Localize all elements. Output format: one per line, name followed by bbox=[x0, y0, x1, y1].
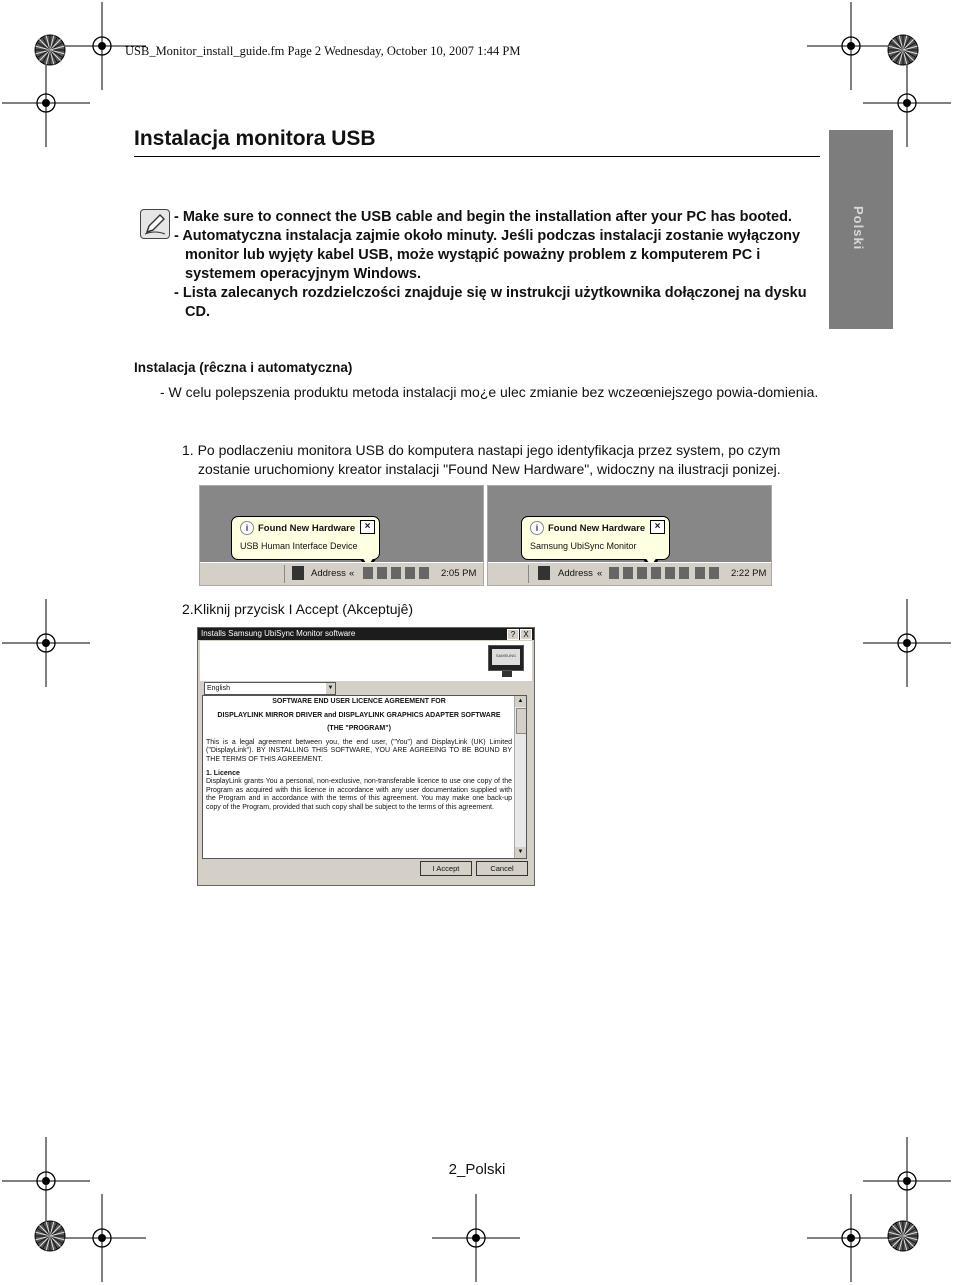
taskbar bbox=[488, 562, 771, 585]
page-number: 2_Polski bbox=[448, 1161, 506, 1178]
starburst-mark bbox=[888, 35, 918, 65]
notification-balloon bbox=[521, 516, 670, 560]
license-textbox[interactable] bbox=[202, 695, 527, 859]
installer-dialog bbox=[197, 627, 535, 886]
clock[interactable]: 2:05 PM bbox=[441, 568, 477, 579]
help-button[interactable]: ? bbox=[507, 629, 519, 640]
scroll-thumb[interactable] bbox=[516, 708, 527, 734]
dialog-title: Installs Samsung UbiSync Monitor software bbox=[198, 628, 534, 640]
notice-text: - W celu polepszenia produktu metoda instalacji mo¿e ulec zmianie bez wczeœniejszego powia-domienia. bbox=[160, 384, 819, 400]
chevron-down-icon[interactable]: ▼ bbox=[326, 683, 335, 694]
clock[interactable]: 2:22 PM bbox=[731, 568, 767, 579]
section-heading: Instalacja (rêczna i automatyczna) bbox=[134, 360, 353, 375]
title-rule bbox=[134, 156, 820, 157]
monitor-icon bbox=[488, 645, 524, 671]
language-value: English bbox=[207, 685, 230, 692]
screenshot-found-hardware-usb-hid bbox=[199, 485, 484, 586]
crosshair-mark bbox=[863, 1137, 951, 1225]
note-item: - Lista zalecanych rozdzielczości znajduje się w instrukcji użytkownika dołączonej na dysku CD. bbox=[174, 285, 807, 320]
language-select[interactable] bbox=[204, 682, 336, 695]
side-tab-label: Polski bbox=[851, 206, 866, 251]
app-icon[interactable] bbox=[292, 566, 304, 580]
starburst-mark bbox=[35, 1221, 65, 1251]
language-side-tab bbox=[829, 130, 893, 329]
scroll-up-icon[interactable]: ▲ bbox=[515, 696, 526, 707]
dialog-banner bbox=[200, 641, 532, 681]
taskbar-separator bbox=[528, 565, 529, 583]
tray-icon[interactable] bbox=[609, 567, 619, 579]
tray-icon[interactable] bbox=[363, 567, 373, 579]
tray-icon[interactable] bbox=[679, 567, 689, 579]
app-icon[interactable] bbox=[538, 566, 550, 580]
license-heading: (THE "PROGRAM") bbox=[327, 725, 391, 733]
balloon-body: Samsung UbiSync Monitor bbox=[530, 541, 637, 551]
close-icon[interactable]: × bbox=[360, 520, 375, 534]
crosshair-mark bbox=[807, 1194, 895, 1282]
note-item: - Automatyczna instalacja zajmie około minuty. Jeśli podczas instalacji zostanie wyłączony monitor lub wyjęty kabel USB, może wystąpić poważny problem z komputerem PC i systemem operacyjnym Windows. bbox=[174, 228, 801, 282]
tray-icon[interactable] bbox=[419, 567, 429, 579]
crosshair-mark bbox=[863, 599, 951, 687]
notice-paragraph bbox=[160, 383, 820, 402]
notes-block bbox=[174, 208, 824, 322]
crosshair-mark bbox=[58, 1194, 146, 1282]
monitor-stand-icon bbox=[502, 671, 512, 677]
tray-icon[interactable] bbox=[709, 567, 719, 579]
close-button[interactable]: X bbox=[520, 629, 532, 640]
chevron-icon[interactable]: « bbox=[597, 568, 603, 579]
license-heading: SOFTWARE END USER LICENCE AGREEMENT FOR bbox=[272, 698, 446, 705]
step-2: 2.Kliknij przycisk I Accept (Akceptujê) bbox=[182, 601, 414, 617]
taskbar bbox=[200, 562, 483, 585]
crosshair-mark bbox=[2, 1137, 90, 1225]
notification-balloon bbox=[231, 516, 380, 560]
tray-icon[interactable] bbox=[651, 567, 661, 579]
info-icon: i bbox=[240, 521, 254, 535]
tray-icon[interactable] bbox=[377, 567, 387, 579]
license-content bbox=[206, 698, 512, 818]
license-paragraph: DisplayLink grants You a personal, non-exclusive, non-transferable licence to use one copy of the Program as acquired with this licence in accordance with any user documentation supplied with the Program and in accordance with the terms of this agreement. You may make one back-up copy of the Program, provided that such copy shall be subject to the terms of this agreement. bbox=[206, 778, 512, 811]
license-paragraph: This is a legal agreement between you, the end user, ("You") and DisplayLink (UK) Limited ("DisplayLink"). BY INSTALLING THIS SOFTWARE, YOU ARE AGREEING TO BE BOUND BY THE TERMS OF THIS AGREEMENT. bbox=[206, 738, 512, 763]
balloon-title: Found New Hardware bbox=[548, 523, 646, 534]
crosshair-mark bbox=[807, 2, 895, 90]
screenshot-found-hardware-ubisync bbox=[487, 485, 772, 586]
license-heading: DISPLAYLINK MIRROR DRIVER and DISPLAYLINK GRAPHICS ADAPTER SOFTWARE bbox=[217, 711, 501, 719]
balloon-body: USB Human Interface Device bbox=[240, 541, 358, 551]
crosshair-mark bbox=[2, 59, 90, 147]
tray-icon[interactable] bbox=[623, 567, 633, 579]
page-title: Instalacja monitora USB bbox=[134, 127, 376, 150]
chevron-icon[interactable]: « bbox=[349, 568, 355, 579]
crosshair-mark bbox=[432, 1194, 520, 1282]
starburst-mark bbox=[35, 35, 65, 65]
close-icon[interactable]: × bbox=[650, 520, 665, 534]
info-icon: i bbox=[530, 521, 544, 535]
note-pencil-icon bbox=[140, 209, 170, 239]
license-section-title: 1. Licence bbox=[206, 769, 240, 777]
accept-button[interactable]: I Accept bbox=[420, 861, 472, 876]
tray-icon[interactable] bbox=[391, 567, 401, 579]
crosshair-mark bbox=[2, 599, 90, 687]
tray-icon[interactable] bbox=[665, 567, 675, 579]
tray-icon[interactable] bbox=[637, 567, 647, 579]
monitor-logo: SAMSUNG bbox=[492, 649, 520, 665]
license-scrollbar[interactable] bbox=[514, 696, 526, 858]
tray-icon[interactable] bbox=[695, 567, 705, 579]
file-header-line: USB_Monitor_install_guide.fm Page 2 Wednesday, October 10, 2007 1:44 PM bbox=[125, 44, 521, 58]
step-1 bbox=[182, 441, 822, 478]
scroll-down-icon[interactable]: ▼ bbox=[515, 847, 526, 858]
cancel-button[interactable]: Cancel bbox=[476, 861, 528, 876]
address-label[interactable]: Address bbox=[311, 568, 346, 579]
tray-icon[interactable] bbox=[405, 567, 415, 579]
step-1-text: 1. Po podlaczeniu monitora USB do komputera nastapi jego identyfikacja przez system, po czym zostanie uruchomiony kreator instalacji "Found New Hardware", widoczny na ilustracji ponizej. bbox=[182, 442, 781, 477]
balloon-title: Found New Hardware bbox=[258, 523, 356, 534]
taskbar-separator bbox=[284, 565, 285, 583]
address-label[interactable]: Address bbox=[558, 568, 593, 579]
starburst-mark bbox=[888, 1221, 918, 1251]
note-item: - Make sure to connect the USB cable and begin the installation after your PC has booted. bbox=[174, 209, 792, 225]
